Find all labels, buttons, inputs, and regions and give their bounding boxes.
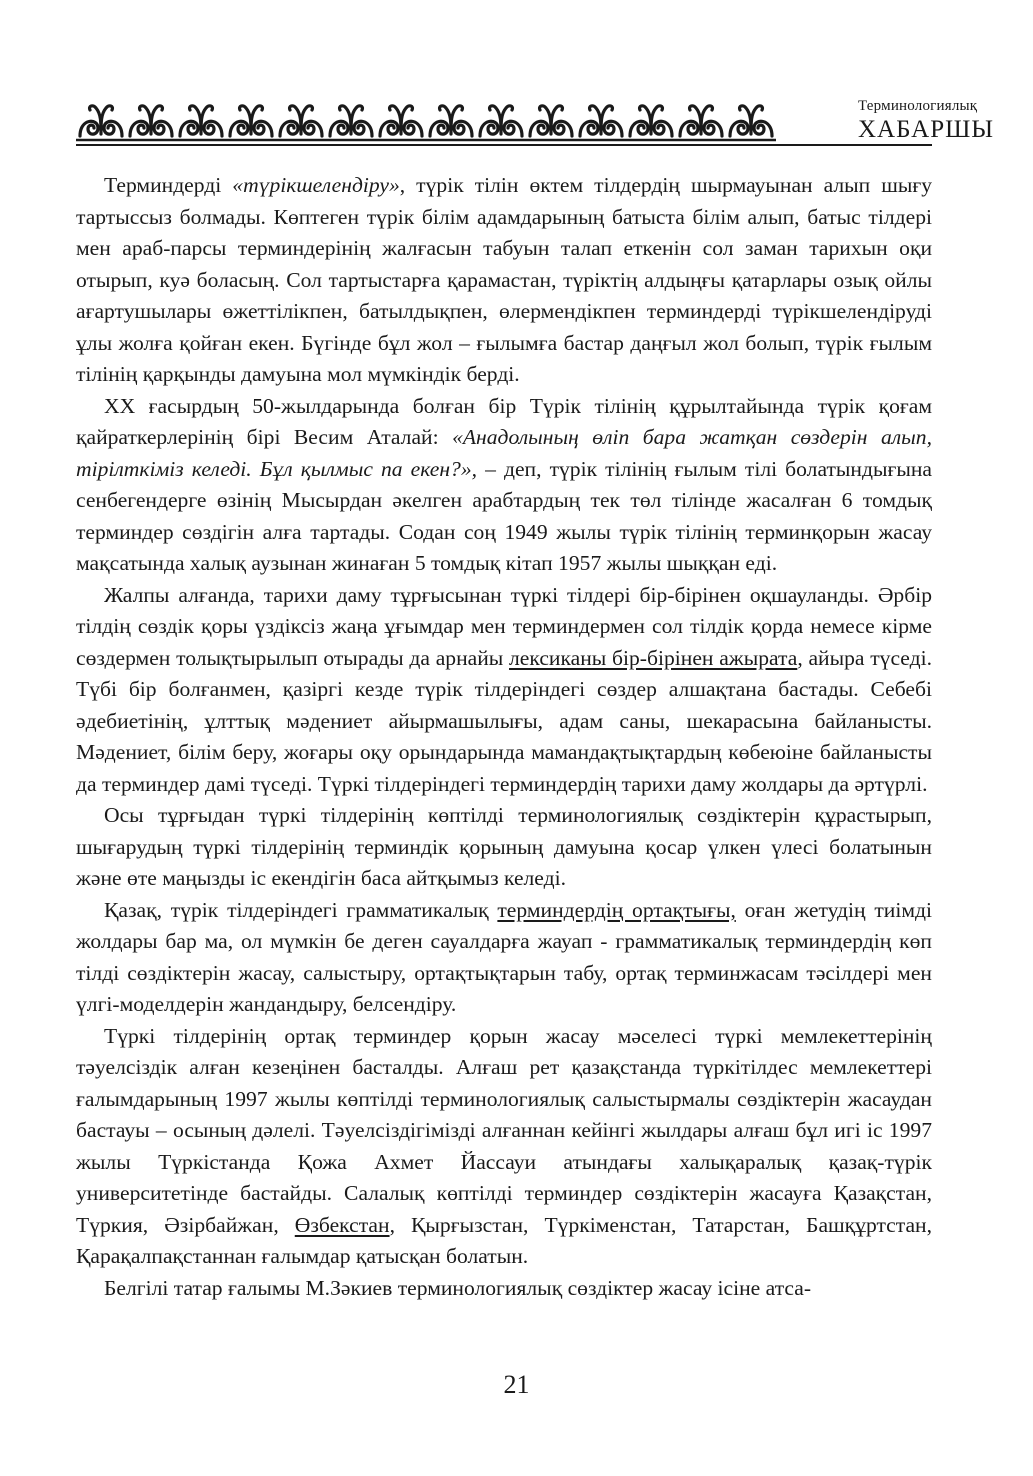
article-body bbox=[76, 170, 932, 1304]
ornament-motif bbox=[676, 106, 726, 140]
paragraph-6: Түркі тілдерінің ортақ терминдер қорын жасау мәселесі түркі мемлекеттерінің тәуелсіздік алған кезеңінен басталды. Алғаш рет қазақстанда түркітілдес мемлекеттері ғалымдарының 1997 жылы көптілді терминологиялық салыстырмалы сөздіктерін жасаудан бастауы – осының дәлелі. Тәуелсіздігімізді алғаннан кейінгі жылдары алғаш бұл игі іс 1997 жылы Түркістанда Қожа Ахмет Йассауи атындағы халықаралық қазақ-түрік университетінде бастайды. Салалық көптілді терминдер сөздіктерін жасауға Қазақстан, Түркия, Әзірбайжан, Өзбекстан, Қырғызстан, Түркіменстан, Татарстан, Башқұртстан, Қарақалпақстаннан ғалымдар қатысқан болатын. bbox=[76, 1023, 932, 1268]
ornament-motif bbox=[226, 106, 276, 140]
paragraph-2: XX ғасырдың 50-жылдарында болған бір Түрік тілінің құрылтайында түрік қоғам қайраткерлерінің бірі Весим Аталай: «Анадолының өліп бара жатқан сөздерін алып, тірілткіміз келеді. Бұл қылмыс па екен?», – деп, түрік тілінің ғылым тілі болатындығына сенбегендерге өзінің Мысырдан әкелген арабтардың тек төл тілінде жасалған 6 томдық терминдер сөздігін алға тартады. Содан соң 1949 жылы түрік тілінің терминқорын жасау мақсатында халық аузынан жинаған 5 томдық кітап 1957 жылы шыққан еді. bbox=[76, 393, 933, 575]
ornament-motif bbox=[276, 106, 326, 140]
kazakh-ornament-border-icon bbox=[76, 96, 776, 144]
underlined-phrase: Өзбекстан bbox=[294, 1212, 390, 1237]
ornament-motif bbox=[176, 106, 226, 140]
italic-quote: «Анадолының өліп бара жатқан сөздерін алып, тірілткіміз келеді. Бұл қылмыс па екен?», bbox=[76, 425, 933, 481]
paragraph-4: Осы тұрғыдан түркі тілдерінің көптілді терминологиялық сөздіктерін құрастырып, шығарудың түркі тілдерінің терминдік қорының дамуына қосар үлкен үлесі болатынын және өте маңызды іс екендігін баса айтқымыз келеді. bbox=[76, 803, 932, 890]
ornament-motif bbox=[126, 106, 176, 140]
ornament-motif bbox=[376, 106, 426, 140]
ornament-motif bbox=[426, 106, 476, 140]
ornament-motif bbox=[326, 106, 376, 140]
page-header bbox=[76, 96, 995, 148]
header-rule bbox=[76, 144, 932, 146]
journal-title-small: Терминологиялық bbox=[858, 98, 978, 114]
underlined-phrase: терминдердің ортақтығы, bbox=[497, 897, 736, 922]
ornament-motif bbox=[726, 106, 776, 140]
ornament-motif bbox=[476, 106, 526, 140]
paragraph-5: Қазақ, түрік тілдеріндегі грамматикалық терминдердің ортақтығы, оған жетудің тиімді жолдары бар ма, ол мүмкін бе деген сауалдарға жауап - грамматикалық терминдердің көп тілді сөздіктерін жасау, салыстыру, ортақтықтарын табу, ортақ терминжасам тәсілдері мен үлгі-моделдерін жандандыру, белсендіру. bbox=[76, 897, 933, 1016]
ornament-motif bbox=[76, 106, 126, 140]
journal-title-big: ХАБАРШЫ bbox=[858, 116, 995, 143]
underlined-phrase: лексиканы бір-бірінен ажырата bbox=[509, 645, 798, 670]
ornament-motif bbox=[626, 106, 676, 140]
paragraph-1: Терминдерді «түрікшелендіру», түрік тілін өктем тілдердің шырмауынан алып шығу тартыссыз болмады. Көптеген түрік білім адамдарының батыста білім алып, батыс тілдері мен араб-парсы терминдерінің жалғасын табуын талап еткенін сол заман тарихын оқи отырып, куә боласың. Сол тартыстарға қарамастан, түріктің алдыңғы қатарлары озық ойлы ағартушылары өжеттілікпен, батылдықпен, өлермендікпен терминдерді түрікшелендіруді ұлы жолға қойған екен. Бүгінде бұл жол – ғылымға бастар даңғыл жол болып, түрік ғылым тілінің қарқынды дамуына мол мүмкіндік берді. bbox=[76, 173, 932, 386]
ornament-motif bbox=[526, 106, 576, 140]
italic-term: «түрікшелендіру» bbox=[232, 173, 400, 197]
ornament-motif bbox=[576, 106, 626, 140]
page-number: 21 bbox=[503, 1370, 530, 1399]
paragraph-3: Жалпы алғанда, тарихи даму тұрғысынан түркі тілдері бір-бірінен оқшауланды. Әрбір тілдің сөздік қоры үздіксіз жаңа ұғымдар мен терминдермен сол тілдік қорда немесе кірме сөздермен толықтырылып отырады да арнайы лексиканы бір-бірінен ажырата, айыра түседі. Түбі бір болғанмен, қазіргі кезде түрік тілдеріндегі сөздер алшақтана бастады. Себебі әдебиетінің, ұлттық мәдениет айырмашылығы, адам саны, шекарасына байланысты. Мәдениет, білім беру, жоғары оқу орындарында мамандақтықтардың көбеюіне байланысты да терминдер дамі түседі. Түркі тілдеріндегі терминдердің тарихи даму жолдары да әртүрлі. bbox=[76, 582, 932, 796]
paragraph-7: Белгілі татар ғалымы М.Зәкиев терминологиялық сөздіктер жасау ісіне атса- bbox=[104, 1275, 812, 1300]
